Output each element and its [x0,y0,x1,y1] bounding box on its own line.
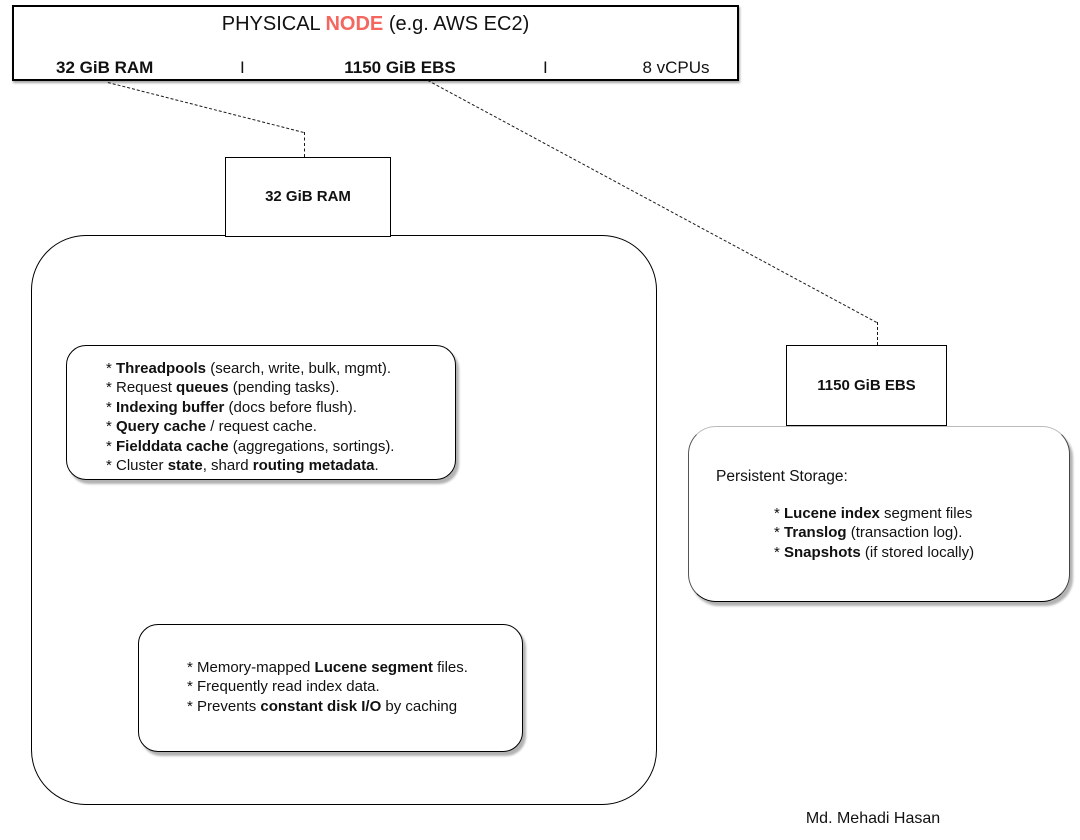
author-signature: Md. Mehadi Hasan [805,810,941,827]
connector-ram-stub [304,132,305,157]
spec-ebs: 1150 GiB EBS [344,58,456,77]
jvm-heap-bullets-box [66,345,456,480]
physical-node-box [12,5,739,81]
persistent-storage-box [688,426,1070,602]
persistent-storage-bullets [774,504,974,562]
physical-node-title: PHYSICAL NODE (e.g. AWS EC2) [221,13,530,35]
bullet-line: * Snapshots (if stored locally) [774,543,975,561]
spec-separator: I [543,58,548,77]
spec-ram: 32 GiB RAM [56,58,154,77]
connector-ebs-stub [877,322,878,345]
spec-vcpus: 8 vCPUs [642,58,710,77]
persistent-storage-heading: Persistent Storage: [716,468,848,485]
bullet-line: * Frequently read index data. [187,678,380,696]
ram-box: 32 GiB RAM [225,157,391,237]
bullet-line: * Translog (transaction log). [774,524,963,542]
bullet-line: * Prevents constant disk I/O by caching [187,697,458,715]
bullet-line: * Fielddata cache (aggregations, sortings). [106,437,395,455]
bullet-line: * Lucene index segment files [774,505,973,522]
os-page-cache-bullets-box [138,624,523,752]
bullet-line: * Indexing buffer (docs before flush). [106,398,357,416]
bullet-line: * Threadpools (search, write, bulk, mgmt). [106,360,392,377]
spec-separator: I [240,58,245,77]
bullet-line: * Query cache / request cache. [106,418,317,436]
bullet-line: * Memory-mapped Lucene segment files. [187,659,468,676]
bullet-line: * Request queues (pending tasks). [106,379,340,397]
connector-ram-diagonal [108,82,304,133]
bullet-line: * Cluster state, shard routing metadata. [106,457,379,475]
ebs-box: 1150 GiB EBS [786,345,947,426]
